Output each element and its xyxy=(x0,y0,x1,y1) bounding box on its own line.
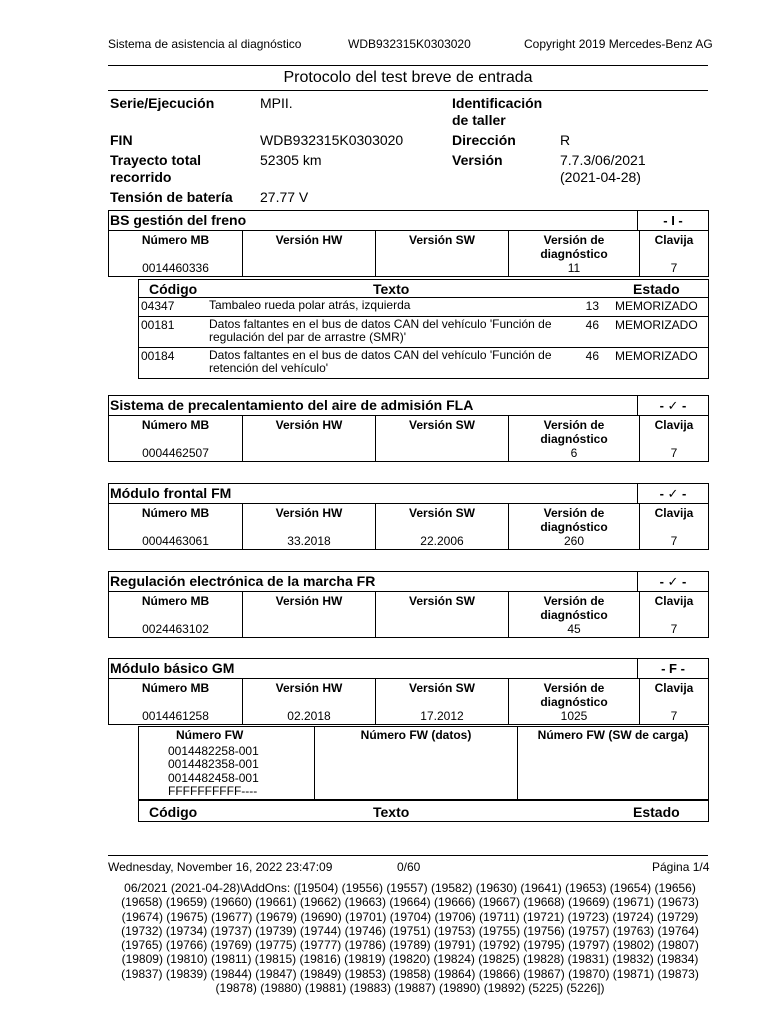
value-clavija: 7 xyxy=(670,534,678,548)
module-name: Regulación electrónica de la marcha FR xyxy=(110,573,376,589)
dtc-table xyxy=(138,298,709,379)
fw-number: 0014482358-001 xyxy=(168,757,259,772)
dtc-row xyxy=(139,298,708,316)
module-status: - ✓ - xyxy=(637,484,708,503)
module-header xyxy=(108,395,709,416)
module-versions-table xyxy=(108,416,709,462)
header-system: Sistema de asistencia al diagnóstico xyxy=(108,37,302,51)
col-numero-fw-datos: Número FW (datos) xyxy=(360,728,472,742)
module-header xyxy=(108,658,709,679)
module-versions-table xyxy=(108,679,709,725)
col-version-hw: Versión HW xyxy=(275,233,343,247)
fw-number: FFFFFFFFFF---- xyxy=(168,783,258,798)
value-version-sw: 22.2006 xyxy=(420,534,464,548)
col-clavija: Clavija xyxy=(654,506,694,520)
trayecto-value: 52305 km xyxy=(260,152,322,168)
value-version-diag: 45 xyxy=(567,622,581,636)
dtc-estado: MEMORIZADO xyxy=(615,299,698,313)
value-version-hw: 02.2018 xyxy=(287,709,331,723)
col-estado: Estado xyxy=(633,804,680,820)
dtc-text: Tambaleo rueda polar atrás, izquierda xyxy=(209,298,411,312)
module-status: - ✓ - xyxy=(637,572,708,591)
serie-label: Serie/Ejecución xyxy=(110,95,215,111)
page-title: Protocolo del test breve de entrada xyxy=(283,69,533,86)
value-version-diag: 6 xyxy=(570,446,578,460)
col-version-hw: Versión HW xyxy=(275,506,343,520)
value-numero-mb: 0024463102 xyxy=(142,622,209,636)
module-name: BS gestión del freno xyxy=(110,212,247,228)
taller-label-1: Identificación xyxy=(452,95,543,111)
col-estado: Estado xyxy=(633,281,680,297)
col-version-sw: Versión SW xyxy=(408,418,476,432)
col-clavija: Clavija xyxy=(654,233,694,247)
header-rule xyxy=(108,65,708,66)
module-status: - I - xyxy=(637,211,708,230)
col-version-sw: Versión SW xyxy=(408,594,476,608)
dtc-code: 00184 xyxy=(141,349,175,363)
taller-label-2: de taller xyxy=(452,112,506,128)
dtc-code: 04347 xyxy=(141,299,175,313)
module-name: Módulo frontal FM xyxy=(110,485,232,501)
value-clavija: 7 xyxy=(670,261,678,275)
value-clavija: 7 xyxy=(670,446,678,460)
module-header xyxy=(108,571,709,592)
col-version-diag: Versión de diagnóstico xyxy=(540,233,608,261)
tension-label: Tensión de batería xyxy=(110,189,233,205)
value-version-hw: 33.2018 xyxy=(287,534,331,548)
trayecto-label-1: Trayecto total xyxy=(110,152,202,168)
fw-table xyxy=(138,726,709,800)
header-vin: WDB932315K0303020 xyxy=(348,37,471,51)
value-clavija: 7 xyxy=(670,709,678,723)
dtc-estado: MEMORIZADO xyxy=(615,349,698,363)
fin-value: WDB932315K0303020 xyxy=(260,132,404,148)
version-value-1: 7.7.3/06/2021 xyxy=(560,152,646,168)
tension-value: 27.77 V xyxy=(260,189,309,205)
value-numero-mb: 0014461258 xyxy=(142,709,209,723)
value-numero-mb: 0004463061 xyxy=(142,534,209,548)
value-version-diag: 1025 xyxy=(560,709,588,723)
module-name: Sistema de precalentamiento del aire de admisión FLA xyxy=(110,397,474,413)
value-clavija: 7 xyxy=(670,622,678,636)
col-version-sw: Versión SW xyxy=(408,233,476,247)
fw-list xyxy=(168,745,259,798)
value-version-diag: 11 xyxy=(567,261,581,275)
version-value-2: (2021-04-28) xyxy=(560,169,641,185)
dtc-count: 46 xyxy=(585,318,599,332)
col-clavija: Clavija xyxy=(654,594,694,608)
direccion-value: R xyxy=(560,132,571,148)
dtc-header xyxy=(138,800,709,822)
dtc-estado: MEMORIZADO xyxy=(615,318,698,332)
col-numero-mb: Número MB xyxy=(141,418,210,432)
footer-addons: 06/2021 (2021-04-28)\AddOns: ([19504) (19556) (19557) (19582) (19630) (19641) (19653) (19654) (19656) (19658) (19659) (19660) (19661) (19662) (19663) (19664) (19666) (19667) (19668) (19669) (19671) (19673) (19674) (19675) (19677) (19679) (19690) (19701) (19704) (19706) (19711) (19721) (19723) (19724) (19729) (19732) (19734) (19737) (19739) (19744) (19746) (19751) (19753) (19755) (19756) (19757) (19763) (19764) (19765) (19766) (19769) (19775) (19777) (19786) (19789) (19791) (19792) (19795) (19797) (19802) (19807) (19809) (19810) (19811) (19815) (19816) (19819) (19820) (19824) (19825) (19828) (19831) (19832) (19834) (19837) (19839) (19844) (19847) (19849) (19853) (19858) (19864) (19866) (19867) (19870) (19871) (19873) (19878) (19880) (19881) (19883) (19887) (19890) (19892) (5225) (5226]) xyxy=(121,881,699,996)
col-codigo: Código xyxy=(149,804,198,820)
module-versions-table xyxy=(108,231,709,277)
dtc-text: Datos faltantes en el bus de datos CAN del vehículo 'Función de regulación del par de arrastre (SMR)' xyxy=(209,317,552,344)
value-version-sw: 17.2012 xyxy=(420,709,464,723)
direccion-label: Dirección xyxy=(452,132,516,148)
value-version-diag: 260 xyxy=(563,534,585,548)
col-numero-fw-carga: Número FW (SW de carga) xyxy=(537,728,689,742)
col-numero-mb: Número MB xyxy=(141,594,210,608)
value-numero-mb: 0004462507 xyxy=(142,446,209,460)
dtc-row xyxy=(139,316,708,347)
col-version-diag: Versión de diagnóstico xyxy=(540,681,608,709)
col-version-diag: Versión de diagnóstico xyxy=(540,418,608,446)
col-clavija: Clavija xyxy=(654,418,694,432)
version-label: Versión xyxy=(452,152,503,168)
col-version-diag: Versión de diagnóstico xyxy=(540,594,608,622)
col-version-sw: Versión SW xyxy=(408,506,476,520)
module-header xyxy=(108,483,709,504)
footer-page: Página 1/4 xyxy=(652,860,710,874)
dtc-count: 13 xyxy=(585,299,599,313)
col-texto: Texto xyxy=(373,804,410,820)
dtc-text: Datos faltantes en el bus de datos CAN del vehículo 'Función de retención del vehículo' xyxy=(209,348,552,375)
dtc-count: 46 xyxy=(585,349,599,363)
value-numero-mb: 0014460336 xyxy=(142,261,209,275)
footer-datetime: Wednesday, November 16, 2022 23:47:09 xyxy=(108,860,333,874)
col-version-hw: Versión HW xyxy=(275,594,343,608)
col-numero-mb: Número MB xyxy=(141,681,210,695)
col-clavija: Clavija xyxy=(654,681,694,695)
module-status: - F - xyxy=(637,659,708,678)
module-versions-table xyxy=(108,504,709,550)
module-header xyxy=(108,210,709,231)
footer-rule xyxy=(108,855,708,856)
col-texto: Texto xyxy=(373,281,410,297)
fin-label: FIN xyxy=(110,132,133,148)
fw-number: 0014482458-001 xyxy=(168,770,259,785)
col-numero-fw: Número FW xyxy=(176,728,244,742)
module-status: - ✓ - xyxy=(637,396,708,415)
dtc-header xyxy=(138,279,709,298)
col-version-hw: Versión HW xyxy=(275,681,343,695)
fw-number: 0014482258-001 xyxy=(168,744,259,758)
col-codigo: Código xyxy=(149,281,198,297)
module-versions-table xyxy=(108,592,709,638)
col-version-sw: Versión SW xyxy=(408,681,476,695)
footer-counter: 0/60 xyxy=(397,860,421,874)
col-numero-mb: Número MB xyxy=(141,233,210,247)
col-version-diag: Versión de diagnóstico xyxy=(540,506,608,534)
header-copyright: Copyright 2019 Mercedes-Benz AG xyxy=(524,37,713,51)
dtc-row xyxy=(139,347,708,378)
col-version-hw: Versión HW xyxy=(275,418,343,432)
title-rule xyxy=(108,90,708,91)
module-name: Módulo básico GM xyxy=(110,660,235,676)
trayecto-label-2: recorrido xyxy=(110,169,172,185)
col-numero-mb: Número MB xyxy=(141,506,210,520)
dtc-code: 00181 xyxy=(141,318,175,332)
serie-value: MPII. xyxy=(260,95,293,111)
